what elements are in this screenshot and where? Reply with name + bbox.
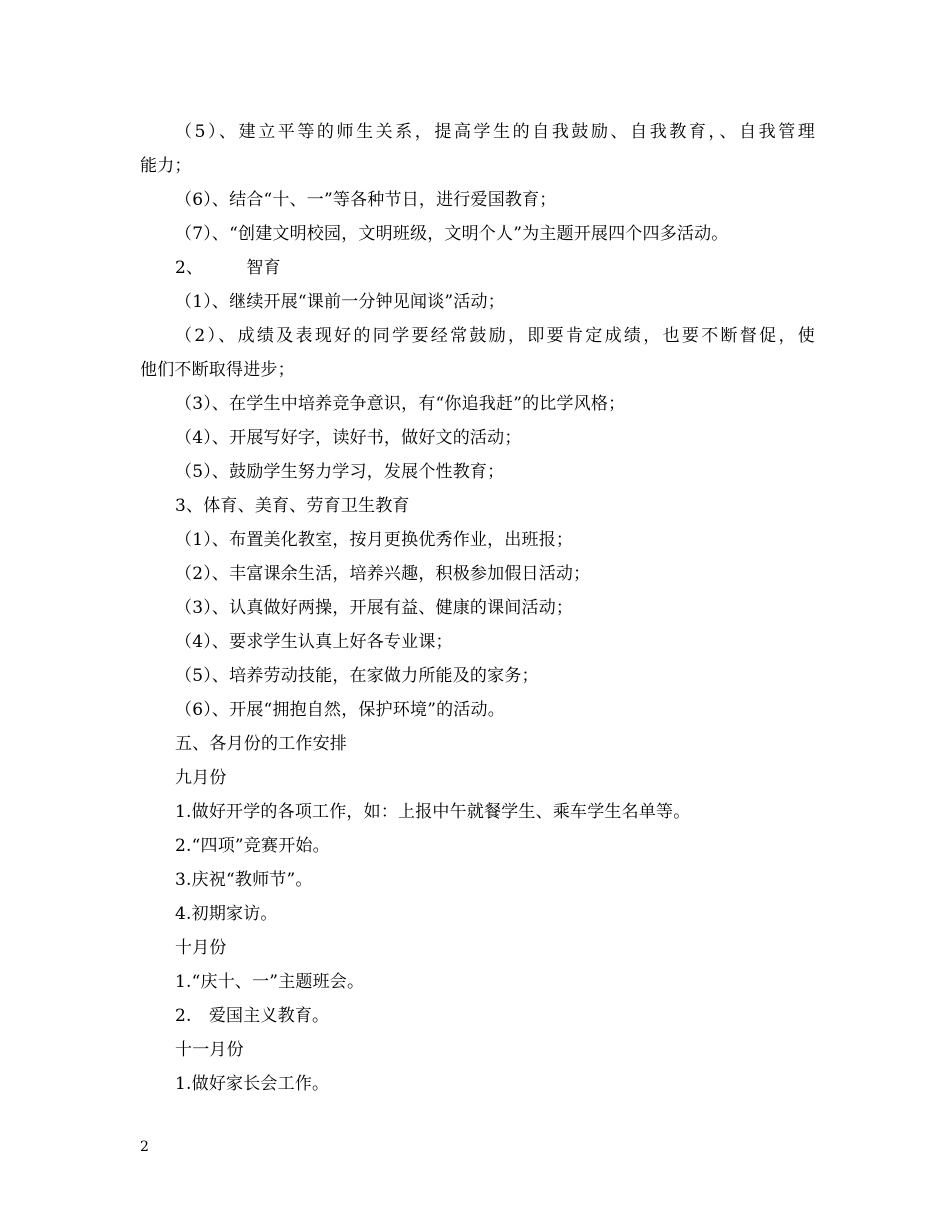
item-september-4: 4.初期家访。: [175, 904, 278, 924]
item-september-2: 2.“四项”竞赛开始。: [175, 836, 330, 856]
paragraph-moral-6: （6）、结合“十、一”等各种节日，进行爱国教育；: [175, 190, 557, 210]
paragraph-intellectual-4: （4）、开展写好字，读好书，做好文的活动；: [175, 428, 522, 448]
item-september-1: 1.做好开学的各项工作，如：上报中午就餐学生、乘车学生名单等。: [175, 802, 691, 822]
paragraph-pe-3: （3）、认真做好两操，开展有益、健康的课间活动；: [175, 598, 574, 618]
item-november-1: 1.做好家长会工作。: [175, 1074, 330, 1094]
item-october-1: 1.“庆十、一”主题班会。: [175, 972, 365, 992]
paragraph-pe-6: （6）、开展“拥抱自然，保护环境”的活动。: [175, 700, 505, 720]
paragraph-intellectual-2: （2）、成绩及表现好的同学要经常鼓励，即要肯定成绩，也要不断督促，使: [175, 326, 815, 346]
paragraph-pe-1: （1）、布置美化教室，按月更换优秀作业，出班报；: [175, 530, 574, 550]
heading-intellectual: 2、 智育: [175, 258, 281, 278]
paragraph-pe-2: （2）、丰富课余生活，培养兴趣，积极参加假日活动；: [175, 564, 591, 584]
paragraph-moral-7: （7）、“创建文明校园，文明班级，文明个人”为主题开展四个四多活动。: [175, 224, 729, 244]
paragraph-moral-5: （5）、建立平等的师生关系，提高学生的自我鼓励、自我教育，、自我管理: [175, 122, 815, 142]
paragraph-intellectual-1: （1）、继续开展“课前一分钟见闻谈”活动；: [175, 292, 505, 312]
paragraph-intellectual-2-cont: 他们不断取得进步；: [140, 360, 295, 380]
heading-october: 十月份: [175, 938, 227, 958]
heading-pe-arts-labor: 3、体育、美育、劳育卫生教育: [175, 496, 410, 516]
item-september-3: 3.庆祝“教师节”。: [175, 870, 313, 890]
heading-september: 九月份: [175, 768, 227, 788]
heading-monthly-schedule: 五、各月份的工作安排: [175, 734, 347, 754]
paragraph-intellectual-3: （3）、在学生中培养竞争意识，有“你追我赶”的比学风格；: [175, 394, 626, 414]
paragraph-intellectual-5: （5）、鼓励学生努力学习，发展个性教育；: [175, 462, 505, 482]
paragraph-moral-5-cont: 能力；: [140, 156, 192, 176]
heading-november: 十一月份: [175, 1040, 244, 1060]
item-october-2: 2. 爱国主义教育。: [175, 1006, 330, 1026]
paragraph-pe-4: （4）、要求学生认真上好各专业课；: [175, 632, 453, 652]
page-number: 2: [140, 1139, 149, 1155]
paragraph-pe-5: （5）、培养劳动技能，在家做力所能及的家务；: [175, 666, 539, 686]
